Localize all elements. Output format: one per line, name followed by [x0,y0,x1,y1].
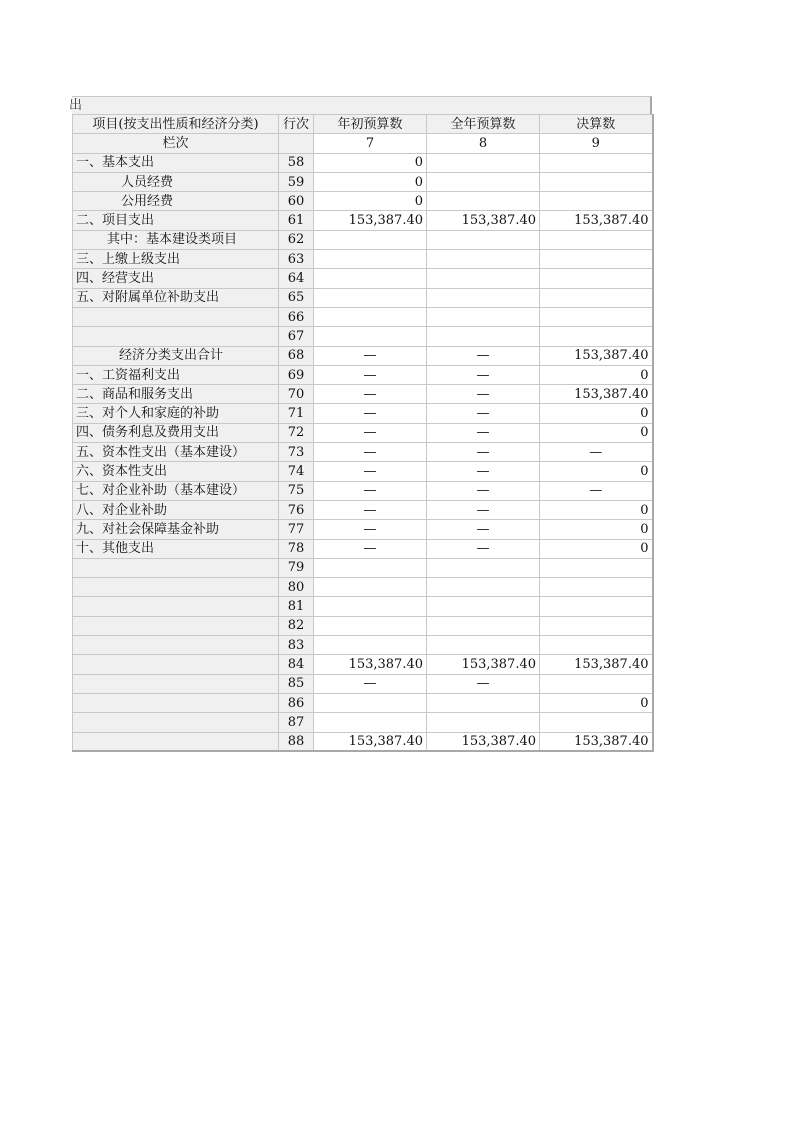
row-initial-budget-cell: 153,387.40 [314,211,427,230]
row-line-cell: 59 [279,172,314,191]
table-row [73,365,653,384]
row-initial-budget-cell [314,288,427,307]
row-final-accounts-cell [540,674,653,693]
row-line-cell: 78 [279,539,314,558]
row-final-accounts-cell: — [540,481,653,500]
row-final-accounts-cell: 153,387.40 [540,346,653,365]
sheet-title-strip [69,96,652,114]
row-item-cell: 三、上缴上级支出 [73,250,279,269]
row-initial-budget-cell: — [314,520,427,539]
row-item-cell: 人员经费 [73,172,279,191]
table-row [73,578,653,597]
row-final-accounts-cell: 153,387.40 [540,385,653,404]
row-item-cell [73,597,279,616]
column-number-7: 7 [314,134,427,153]
row-annual-budget-cell [427,616,540,635]
row-initial-budget-cell [314,616,427,635]
row-item-cell [73,655,279,674]
table-row [73,172,653,191]
row-line-cell: 62 [279,230,314,249]
table-row [73,385,653,404]
row-final-accounts-cell [540,636,653,655]
row-final-accounts-cell: 0 [540,462,653,481]
row-final-accounts-cell [540,616,653,635]
row-line-cell: 86 [279,693,314,712]
row-initial-budget-cell: — [314,346,427,365]
row-line-cell: 73 [279,443,314,462]
table-row [73,616,653,635]
row-annual-budget-cell: — [427,346,540,365]
row-initial-budget-cell [314,269,427,288]
row-annual-budget-cell [427,578,540,597]
row-item-cell [73,307,279,326]
table-row [73,288,653,307]
row-annual-budget-cell: — [427,539,540,558]
row-item-cell: 九、对社会保障基金补助 [73,520,279,539]
header-line-no: 行次 [279,115,314,134]
row-annual-budget-cell: — [427,443,540,462]
row-annual-budget-cell: — [427,520,540,539]
row-annual-budget-cell: 153,387.40 [427,655,540,674]
row-line-cell: 88 [279,732,314,751]
row-final-accounts-cell: 153,387.40 [540,211,653,230]
row-item-cell [73,578,279,597]
row-initial-budget-cell: — [314,443,427,462]
row-line-cell: 83 [279,636,314,655]
table-row [73,404,653,423]
row-final-accounts-cell: 0 [540,539,653,558]
row-item-cell: 八、对企业补助 [73,500,279,519]
row-initial-budget-cell [314,558,427,577]
row-annual-budget-cell: — [427,404,540,423]
row-item-cell [73,732,279,751]
row-line-cell: 70 [279,385,314,404]
table-row [73,713,653,732]
row-initial-budget-cell: — [314,404,427,423]
row-annual-budget-cell: — [427,674,540,693]
table-row [73,153,653,172]
table-row [73,520,653,539]
row-initial-budget-cell: — [314,365,427,384]
table-row [73,230,653,249]
row-item-cell: 二、商品和服务支出 [73,385,279,404]
row-line-cell: 64 [279,269,314,288]
row-final-accounts-cell [540,192,653,211]
row-annual-budget-cell: — [427,462,540,481]
row-initial-budget-cell: — [314,500,427,519]
header-final-accounts: 决算数 [540,115,653,134]
row-final-accounts-cell: 0 [540,520,653,539]
column-number-row [73,134,653,153]
row-initial-budget-cell: — [314,423,427,442]
row-annual-budget-cell [427,153,540,172]
row-line-cell: 77 [279,520,314,539]
row-initial-budget-cell: 153,387.40 [314,732,427,751]
table-row [73,423,653,442]
row-annual-budget-cell [427,192,540,211]
row-line-cell: 60 [279,192,314,211]
row-annual-budget-cell [427,327,540,346]
row-initial-budget-cell [314,713,427,732]
row-line-cell: 68 [279,346,314,365]
table-row [73,250,653,269]
row-item-cell: 三、对个人和家庭的补助 [73,404,279,423]
row-item-cell: 公用经费 [73,192,279,211]
row-annual-budget-cell [427,693,540,712]
row-annual-budget-cell [427,230,540,249]
row-annual-budget-cell: 153,387.40 [427,732,540,751]
row-item-cell: 四、经营支出 [73,269,279,288]
header-item: 项目(按支出性质和经济分类) [73,115,279,134]
row-initial-budget-cell: 0 [314,172,427,191]
row-line-cell: 74 [279,462,314,481]
table-row [73,732,653,751]
row-item-cell [73,674,279,693]
table-row [73,211,653,230]
table-row [73,636,653,655]
row-final-accounts-cell: 153,387.40 [540,655,653,674]
row-item-cell: 十、其他支出 [73,539,279,558]
table-row [73,674,653,693]
row-item-cell: 四、债务利息及费用支出 [73,423,279,442]
row-line-cell: 82 [279,616,314,635]
row-item-cell [73,636,279,655]
row-line-cell: 85 [279,674,314,693]
row-initial-budget-cell [314,250,427,269]
row-line-cell: 80 [279,578,314,597]
row-line-cell: 76 [279,500,314,519]
row-item-cell: 经济分类支出合计 [73,346,279,365]
row-annual-budget-cell: — [427,365,540,384]
header-annual-budget: 全年预算数 [427,115,540,134]
column-number-8: 8 [427,134,540,153]
row-annual-budget-cell [427,172,540,191]
row-initial-budget-cell: — [314,674,427,693]
row-line-cell: 61 [279,211,314,230]
row-final-accounts-cell [540,153,653,172]
row-item-cell: 五、对附属单位补助支出 [73,288,279,307]
row-line-cell: 87 [279,713,314,732]
row-annual-budget-cell: — [427,385,540,404]
row-item-cell: 六、资本性支出 [73,462,279,481]
row-initial-budget-cell [314,578,427,597]
row-annual-budget-cell [427,713,540,732]
row-initial-budget-cell: — [314,462,427,481]
row-final-accounts-cell [540,327,653,346]
row-final-accounts-cell [540,597,653,616]
spreadsheet-page [69,96,652,752]
table-row [73,192,653,211]
row-initial-budget-cell: 0 [314,192,427,211]
row-item-cell: 一、工资福利支出 [73,365,279,384]
row-final-accounts-cell: 0 [540,423,653,442]
column-number-9: 9 [540,134,653,153]
row-final-accounts-cell [540,307,653,326]
row-annual-budget-cell: 153,387.40 [427,211,540,230]
column-number-line [279,134,314,153]
table-row [73,500,653,519]
row-item-cell: 一、基本支出 [73,153,279,172]
row-line-cell: 71 [279,404,314,423]
row-annual-budget-cell [427,269,540,288]
title-fragment: 出 [69,98,83,113]
row-line-cell: 75 [279,481,314,500]
row-final-accounts-cell: 0 [540,404,653,423]
row-annual-budget-cell [427,636,540,655]
row-final-accounts-cell: 0 [540,500,653,519]
row-final-accounts-cell: 153,387.40 [540,732,653,751]
row-final-accounts-cell [540,558,653,577]
row-annual-budget-cell [427,307,540,326]
row-final-accounts-cell [540,230,653,249]
table-row [73,443,653,462]
row-annual-budget-cell: — [427,500,540,519]
row-annual-budget-cell [427,558,540,577]
header-row [73,115,653,134]
table-row [73,693,653,712]
row-final-accounts-cell [540,269,653,288]
row-item-cell: 二、项目支出 [73,211,279,230]
row-annual-budget-cell: — [427,481,540,500]
header-initial-budget: 年初预算数 [314,115,427,134]
row-item-cell [73,558,279,577]
table-row [73,462,653,481]
row-final-accounts-cell: 0 [540,693,653,712]
row-initial-budget-cell [314,597,427,616]
row-annual-budget-cell: — [427,423,540,442]
row-item-cell [73,327,279,346]
row-line-cell: 67 [279,327,314,346]
row-final-accounts-cell [540,172,653,191]
row-final-accounts-cell [540,578,653,597]
expenditure-table [72,114,654,752]
row-item-cell [73,693,279,712]
row-annual-budget-cell [427,597,540,616]
column-number-label: 栏次 [73,134,279,153]
row-initial-budget-cell: — [314,385,427,404]
row-final-accounts-cell [540,250,653,269]
row-line-cell: 66 [279,307,314,326]
table-row [73,539,653,558]
row-initial-budget-cell: — [314,539,427,558]
row-initial-budget-cell [314,693,427,712]
row-final-accounts-cell [540,713,653,732]
row-item-cell [73,616,279,635]
row-initial-budget-cell: 153,387.40 [314,655,427,674]
row-line-cell: 65 [279,288,314,307]
row-initial-budget-cell [314,307,427,326]
row-line-cell: 79 [279,558,314,577]
table-row [73,346,653,365]
row-line-cell: 81 [279,597,314,616]
row-line-cell: 63 [279,250,314,269]
row-line-cell: 58 [279,153,314,172]
row-initial-budget-cell: 0 [314,153,427,172]
row-initial-budget-cell [314,230,427,249]
table-row [73,597,653,616]
row-line-cell: 84 [279,655,314,674]
table-row [73,307,653,326]
row-initial-budget-cell: — [314,481,427,500]
table-row [73,558,653,577]
row-line-cell: 72 [279,423,314,442]
row-line-cell: 69 [279,365,314,384]
table-row [73,655,653,674]
row-item-cell: 七、对企业补助（基本建设） [73,481,279,500]
table-row [73,327,653,346]
row-initial-budget-cell [314,327,427,346]
table-row [73,481,653,500]
row-initial-budget-cell [314,636,427,655]
row-item-cell: 其中：基本建设类项目 [73,230,279,249]
row-final-accounts-cell: — [540,443,653,462]
row-final-accounts-cell: 0 [540,365,653,384]
row-item-cell: 五、资本性支出（基本建设） [73,443,279,462]
row-annual-budget-cell [427,288,540,307]
row-final-accounts-cell [540,288,653,307]
row-annual-budget-cell [427,250,540,269]
row-item-cell [73,713,279,732]
table-row [73,269,653,288]
